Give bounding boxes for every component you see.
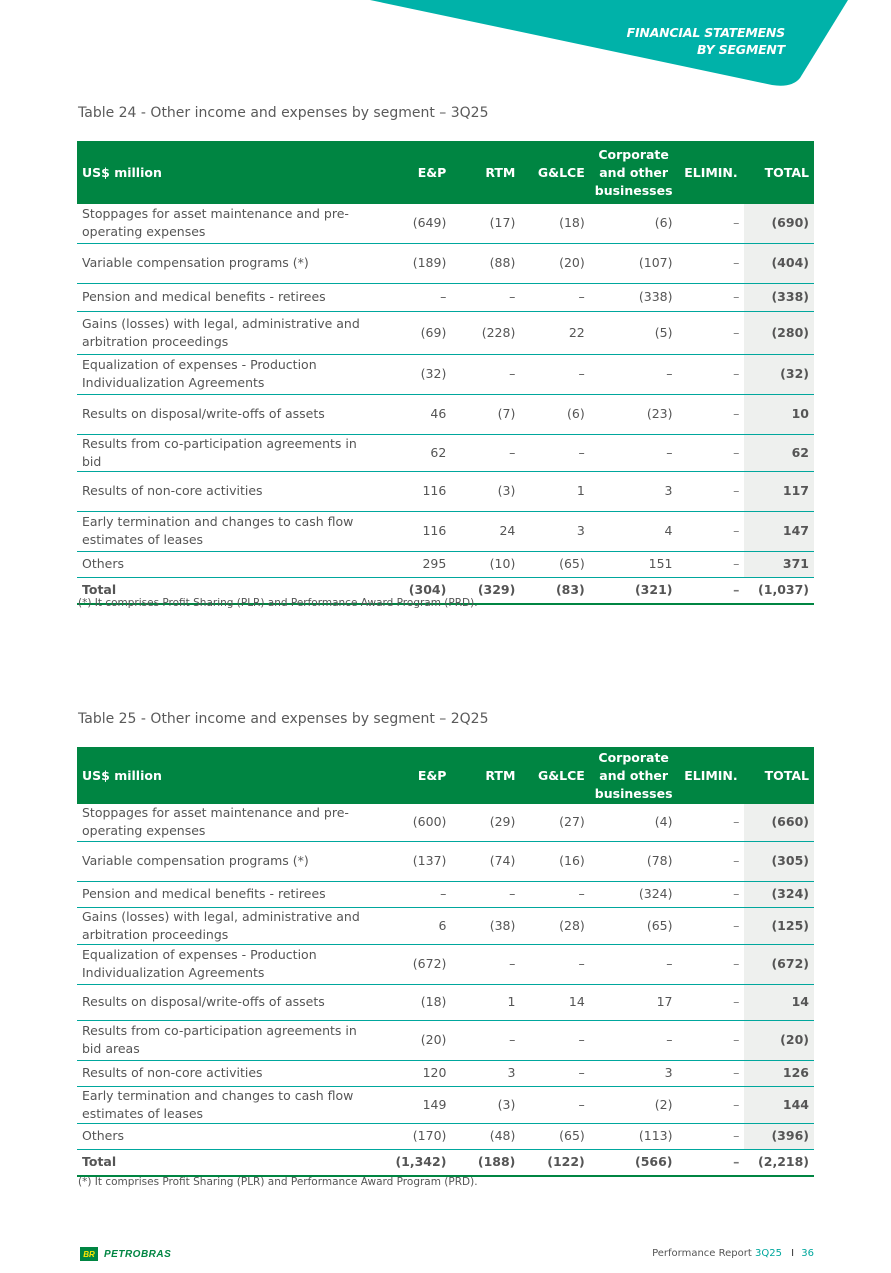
corporate-value: (113) (590, 1123, 678, 1149)
logo-wordmark: PETROBRAS (104, 1248, 172, 1260)
glce-value: – (520, 1060, 589, 1086)
ep-value: 149 (380, 1086, 451, 1123)
ep-value: 116 (380, 471, 451, 511)
ep-value: 120 (380, 1060, 451, 1086)
row-label: Total (77, 577, 380, 604)
rtm-value: (74) (451, 841, 520, 881)
corporate-value: – (590, 944, 678, 984)
corporate-value: – (590, 434, 678, 471)
rtm-value: (3) (451, 1086, 520, 1123)
glce-value: – (520, 881, 589, 907)
ep-value: (18) (380, 984, 451, 1020)
elimin-value: – (678, 577, 745, 604)
glce-value: (122) (520, 1149, 589, 1176)
total-value: 10 (744, 394, 814, 434)
header-elimin: ELIMIN. (678, 747, 745, 804)
total-row (77, 1149, 814, 1176)
corporate-value: 4 (590, 511, 678, 551)
total-value: 371 (744, 551, 814, 577)
rtm-value: – (451, 283, 520, 311)
ep-value: (304) (380, 577, 451, 604)
section-header (627, 24, 785, 58)
rtm-value: (329) (451, 577, 520, 604)
row-label: Results on disposal/write-offs of assets (77, 984, 380, 1020)
header-rtm: RTM (451, 747, 520, 804)
table-row (77, 511, 814, 551)
total-value: (125) (744, 907, 814, 944)
total-value: (32) (744, 354, 814, 394)
elimin-value: – (678, 984, 745, 1020)
rtm-value: – (451, 881, 520, 907)
table-row (77, 1020, 814, 1060)
table-25 (77, 747, 814, 1177)
total-value: 117 (744, 471, 814, 511)
header-total: TOTAL (744, 747, 814, 804)
elimin-value: – (678, 311, 745, 354)
glce-value: (65) (520, 1123, 589, 1149)
glce-value: (20) (520, 243, 589, 283)
corporate-value: (65) (590, 907, 678, 944)
ep-value: 62 (380, 434, 451, 471)
elimin-value: – (678, 1123, 745, 1149)
section-header-line1: FINANCIAL STATEMENS (626, 25, 785, 40)
report-label: Performance Report (652, 1248, 752, 1259)
rtm-value: (38) (451, 907, 520, 944)
corporate-value: – (590, 354, 678, 394)
total-value: (305) (744, 841, 814, 881)
page-number: 36 (801, 1248, 814, 1259)
header-elimin: ELIMIN. (678, 141, 745, 204)
row-label: Others (77, 1123, 380, 1149)
elimin-value: – (678, 881, 745, 907)
glce-value: 22 (520, 311, 589, 354)
row-label: Variable compensation programs (*) (77, 243, 380, 283)
table-header-row (77, 747, 814, 804)
corporate-value: 3 (590, 1060, 678, 1086)
elimin-value: – (678, 434, 745, 471)
header-glce: G&LCE (520, 747, 589, 804)
row-label: Pension and medical benefits - retirees (77, 881, 380, 907)
table-row (77, 1123, 814, 1149)
ep-value: (672) (380, 944, 451, 984)
elimin-value: – (678, 283, 745, 311)
elimin-value: – (678, 1149, 745, 1176)
elimin-value: – (678, 204, 745, 243)
corporate-value: (566) (590, 1149, 678, 1176)
total-value: 144 (744, 1086, 814, 1123)
header-label: US$ million (77, 747, 380, 804)
row-label: Others (77, 551, 380, 577)
table-row (77, 984, 814, 1020)
corporate-value: – (590, 1020, 678, 1060)
corporate-value: (338) (590, 283, 678, 311)
row-label: Gains (losses) with legal, administrative and arbitration proceedings (77, 311, 380, 354)
header-label: US$ million (77, 141, 380, 204)
rtm-value: (188) (451, 1149, 520, 1176)
elimin-value: – (678, 907, 745, 944)
table-header-row (77, 141, 814, 204)
ep-value: 295 (380, 551, 451, 577)
table-25-footnote: (*) It comprises Profit Sharing (PLR) and Performance Award Program (PRD). (78, 1176, 478, 1188)
total-value: (672) (744, 944, 814, 984)
ep-value: – (380, 881, 451, 907)
corporate-value: (23) (590, 394, 678, 434)
rtm-value: (3) (451, 471, 520, 511)
header-ep: E&P (380, 747, 451, 804)
row-label: Results of non-core activities (77, 1060, 380, 1086)
table-row (77, 944, 814, 984)
elimin-value: – (678, 394, 745, 434)
petrobras-logo (80, 1247, 171, 1261)
header-ep: E&P (380, 141, 451, 204)
glce-value: – (520, 944, 589, 984)
footer-separator: I (791, 1248, 795, 1259)
total-value: (20) (744, 1020, 814, 1060)
corporate-value: (321) (590, 577, 678, 604)
ep-value: 46 (380, 394, 451, 434)
total-value: (2,218) (744, 1149, 814, 1176)
ep-value: (20) (380, 1020, 451, 1060)
table-row (77, 283, 814, 311)
header-corporate: Corporate and other businesses (590, 747, 678, 804)
table-row (77, 881, 814, 907)
ep-value: (170) (380, 1123, 451, 1149)
glce-value: 3 (520, 511, 589, 551)
table-24-title: Table 24 - Other income and expenses by segment – 3Q25 (78, 105, 489, 121)
glce-value: – (520, 283, 589, 311)
total-value: (324) (744, 881, 814, 907)
table-row (77, 243, 814, 283)
section-header-line2: BY SEGMENT (696, 42, 785, 57)
glce-value: (28) (520, 907, 589, 944)
rtm-value: – (451, 434, 520, 471)
ep-value: (649) (380, 204, 451, 243)
elimin-value: – (678, 804, 745, 841)
table-row (77, 907, 814, 944)
table-row (77, 471, 814, 511)
elimin-value: – (678, 1020, 745, 1060)
rtm-value: 3 (451, 1060, 520, 1086)
row-label: Results of non-core activities (77, 471, 380, 511)
corporate-value: (6) (590, 204, 678, 243)
row-label: Variable compensation programs (*) (77, 841, 380, 881)
total-value: (1,037) (744, 577, 814, 604)
glce-value: – (520, 1086, 589, 1123)
elimin-value: – (678, 551, 745, 577)
glce-value: (18) (520, 204, 589, 243)
glce-value: – (520, 354, 589, 394)
corporate-value: (324) (590, 881, 678, 907)
rtm-value: 1 (451, 984, 520, 1020)
table-row (77, 1086, 814, 1123)
glce-value: – (520, 434, 589, 471)
rtm-value: (48) (451, 1123, 520, 1149)
elimin-value: – (678, 841, 745, 881)
table-row (77, 804, 814, 841)
table-24-body (77, 204, 814, 604)
table-row (77, 394, 814, 434)
total-value: (396) (744, 1123, 814, 1149)
header-total: TOTAL (744, 141, 814, 204)
ep-value: (69) (380, 311, 451, 354)
total-value: (690) (744, 204, 814, 243)
row-label: Stoppages for asset maintenance and pre-operating expenses (77, 204, 380, 243)
ep-value: (137) (380, 841, 451, 881)
glce-value: (83) (520, 577, 589, 604)
br-logo-icon (80, 1247, 98, 1261)
elimin-value: – (678, 511, 745, 551)
ep-value: – (380, 283, 451, 311)
glce-value: 1 (520, 471, 589, 511)
corporate-value: (5) (590, 311, 678, 354)
rtm-value: (29) (451, 804, 520, 841)
rtm-value: (228) (451, 311, 520, 354)
glce-value: (6) (520, 394, 589, 434)
table-24 (77, 141, 814, 605)
corporate-value: 151 (590, 551, 678, 577)
rtm-value: – (451, 354, 520, 394)
elimin-value: – (678, 1060, 745, 1086)
row-label: Stoppages for asset maintenance and pre-operating expenses (77, 804, 380, 841)
glce-value: 14 (520, 984, 589, 1020)
row-label: Early termination and changes to cash flow estimates of leases (77, 1086, 380, 1123)
glce-value: (65) (520, 551, 589, 577)
total-value: (660) (744, 804, 814, 841)
table-row (77, 434, 814, 471)
ep-value: 116 (380, 511, 451, 551)
total-value: (338) (744, 283, 814, 311)
row-label: Results from co-participation agreements in bid areas (77, 1020, 380, 1060)
corporate-value: (78) (590, 841, 678, 881)
rtm-value: – (451, 1020, 520, 1060)
total-value: 14 (744, 984, 814, 1020)
corporate-value: (107) (590, 243, 678, 283)
table-25-body (77, 804, 814, 1176)
elimin-value: – (678, 243, 745, 283)
total-value: (280) (744, 311, 814, 354)
ep-value: (32) (380, 354, 451, 394)
header-glce: G&LCE (520, 141, 589, 204)
table-25-title: Table 25 - Other income and expenses by segment – 2Q25 (78, 711, 489, 727)
table-row (77, 1060, 814, 1086)
report-quarter: 3Q25 (754, 1248, 782, 1259)
total-value: 147 (744, 511, 814, 551)
row-label: Total (77, 1149, 380, 1176)
elimin-value: – (678, 1086, 745, 1123)
rtm-value: 24 (451, 511, 520, 551)
page-footer (652, 1248, 814, 1259)
header-rtm: RTM (451, 141, 520, 204)
rtm-value: (17) (451, 204, 520, 243)
rtm-value: (88) (451, 243, 520, 283)
rtm-value: (7) (451, 394, 520, 434)
row-label: Early termination and changes to cash flow estimates of leases (77, 511, 380, 551)
ep-value: (600) (380, 804, 451, 841)
table-24-footnote: (*) It comprises Profit Sharing (PLR) and Performance Award Program (PRD). (78, 597, 478, 609)
corporate-value: (4) (590, 804, 678, 841)
glce-value: – (520, 1020, 589, 1060)
elimin-value: – (678, 944, 745, 984)
corporate-value: (2) (590, 1086, 678, 1123)
glce-value: (27) (520, 804, 589, 841)
ep-value: (1,342) (380, 1149, 451, 1176)
corporate-value: 17 (590, 984, 678, 1020)
row-label: Results on disposal/write-offs of assets (77, 394, 380, 434)
corporate-value: 3 (590, 471, 678, 511)
elimin-value: – (678, 354, 745, 394)
row-label: Results from co-participation agreements in bid (77, 434, 380, 471)
row-label: Equalization of expenses - Production Individualization Agreements (77, 944, 380, 984)
rtm-value: – (451, 944, 520, 984)
table-row (77, 204, 814, 243)
table-row (77, 311, 814, 354)
row-label: Equalization of expenses - Production Individualization Agreements (77, 354, 380, 394)
row-label: Pension and medical benefits - retirees (77, 283, 380, 311)
rtm-value: (10) (451, 551, 520, 577)
elimin-value: – (678, 471, 745, 511)
total-value: (404) (744, 243, 814, 283)
total-value: 126 (744, 1060, 814, 1086)
ep-value: (189) (380, 243, 451, 283)
row-label: Gains (losses) with legal, administrative and arbitration proceedings (77, 907, 380, 944)
table-row (77, 354, 814, 394)
ep-value: 6 (380, 907, 451, 944)
total-value: 62 (744, 434, 814, 471)
header-corporate: Corporate and other businesses (590, 141, 678, 204)
table-row (77, 841, 814, 881)
glce-value: (16) (520, 841, 589, 881)
table-row (77, 551, 814, 577)
br-logo-text: BR (83, 1249, 95, 1259)
